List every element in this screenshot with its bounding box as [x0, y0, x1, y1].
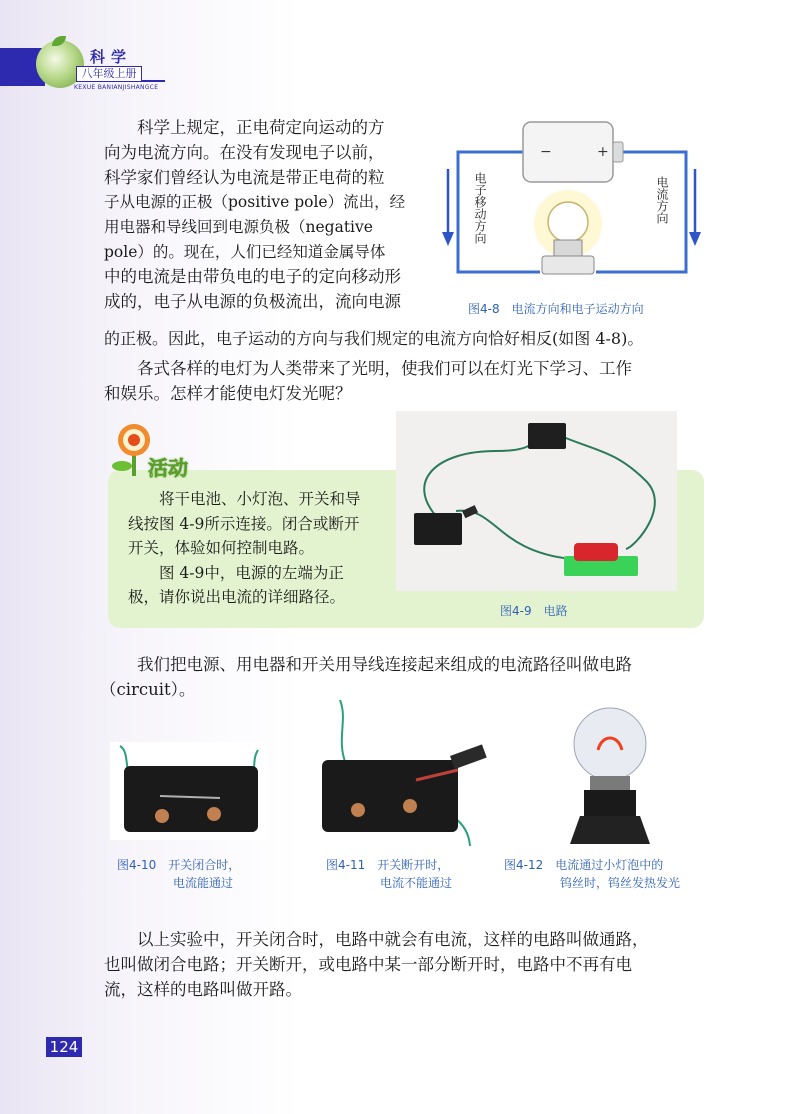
switch: [414, 513, 462, 545]
caption-line: 图4-12 电流通过小灯泡中的: [504, 858, 664, 872]
text-line: 我们把电源、用电器和开关用导线连接起来组成的电流路径叫做电路: [137, 655, 632, 674]
paragraph-circuit-definition: [100, 653, 704, 703]
text-line: 图 4-9中，电源的左端为正: [159, 563, 344, 582]
text-line: 用电器和导线回到电源负极（negative: [104, 218, 373, 237]
text-line: 以上实验中，开关闭合时，电路中就会有电流，这样的电路叫做通路，: [137, 930, 649, 949]
figure-current-electron-diagram: [440, 114, 703, 304]
caption-line: 电流能通过: [173, 876, 234, 890]
closed-switch-photo: [110, 742, 268, 840]
glowing-bulb-photo: [560, 704, 660, 848]
figure-4-10-caption: [117, 856, 240, 892]
battery-icon: [523, 122, 623, 182]
text-line: 科学上规定，正电荷定向运动的方: [137, 118, 385, 137]
book-pinyin: KEXUE BANIANJISHANGCE: [74, 84, 159, 91]
caption-line: 图4-11 开关断开时，: [326, 858, 450, 872]
caption-line: 图4-10 开关闭合时，: [117, 858, 241, 872]
arrow-down-icon: [442, 169, 454, 246]
figure-4-9-caption: 图4-9 电路: [500, 604, 568, 618]
figure-4-11-caption: [326, 856, 452, 892]
text-line: 各式各样的电灯为人类带来了光明，使我们可以在灯光下学习、工作: [137, 359, 632, 378]
circuit-photo: [396, 411, 677, 591]
activity-text: [128, 487, 396, 610]
book-grade: 八年级上册: [76, 66, 142, 82]
text-line: 将干电池、小灯泡、开关和导: [159, 490, 361, 508]
book-title: 科学: [90, 48, 133, 66]
battery-minus: −: [540, 144, 552, 160]
text-line: pole）的。现在，人们已经知道金属导体: [104, 242, 386, 261]
text-line: 也叫做闭合电路；开关断开，或电路中某一部分断开时，电路中不再有电: [104, 954, 632, 974]
lamp-holder: [528, 423, 566, 449]
activity-label: 活动: [148, 456, 188, 480]
text-line: 流，这样的电路叫做开路。: [104, 979, 302, 999]
paragraph-open-closed-circuit: [104, 928, 704, 1002]
text-line: 极，请你说出电流的详细路径。: [128, 588, 346, 606]
electron-direction-label: 电子移动方向: [473, 172, 487, 244]
figure-4-8-caption: 图4-8 电流方向和电子运动方向: [468, 302, 644, 316]
text-line: 线按图 4-9所示连接。闭合或断开: [128, 514, 360, 533]
page-number: 124: [46, 1037, 82, 1057]
caption-line: 钨丝时，钨丝发热发光: [560, 876, 681, 890]
text-line: 成的，电子从电源的负极流出，流向电源: [104, 291, 401, 311]
battery: [574, 543, 618, 561]
paragraph-lights: [104, 357, 704, 407]
figure-4-12-caption: [504, 856, 680, 892]
paragraph-continuation: 的正极。因此，电子运动的方向与我们规定的电流方向恰好相反(如图 4-8)。: [104, 329, 644, 348]
text-line: 中的电流是由带负电的电子的定向移动形: [104, 266, 401, 286]
open-switch-photo: [318, 700, 493, 848]
text-line: （circuit）。: [100, 679, 196, 699]
battery-plus: +: [597, 144, 609, 160]
arrow-down-icon: [689, 169, 701, 246]
text-line: 子从电源的正极（positive pole）流出，经: [104, 193, 406, 212]
text-line: 科学家们曾经认为电流是带正电荷的粒: [104, 167, 385, 187]
paragraph-current-direction: [104, 116, 429, 314]
caption-line: 电流不能通过: [380, 876, 453, 890]
text-line: 向为电流方向。在没有发现电子以前，: [104, 142, 385, 162]
light-bulb-icon: [534, 190, 602, 274]
current-direction-label: 电流方向: [655, 176, 669, 224]
text-line: 开关，体验如何控制电路。: [128, 539, 315, 557]
text-line: 和娱乐。怎样才能使电灯发光呢？: [104, 383, 352, 403]
